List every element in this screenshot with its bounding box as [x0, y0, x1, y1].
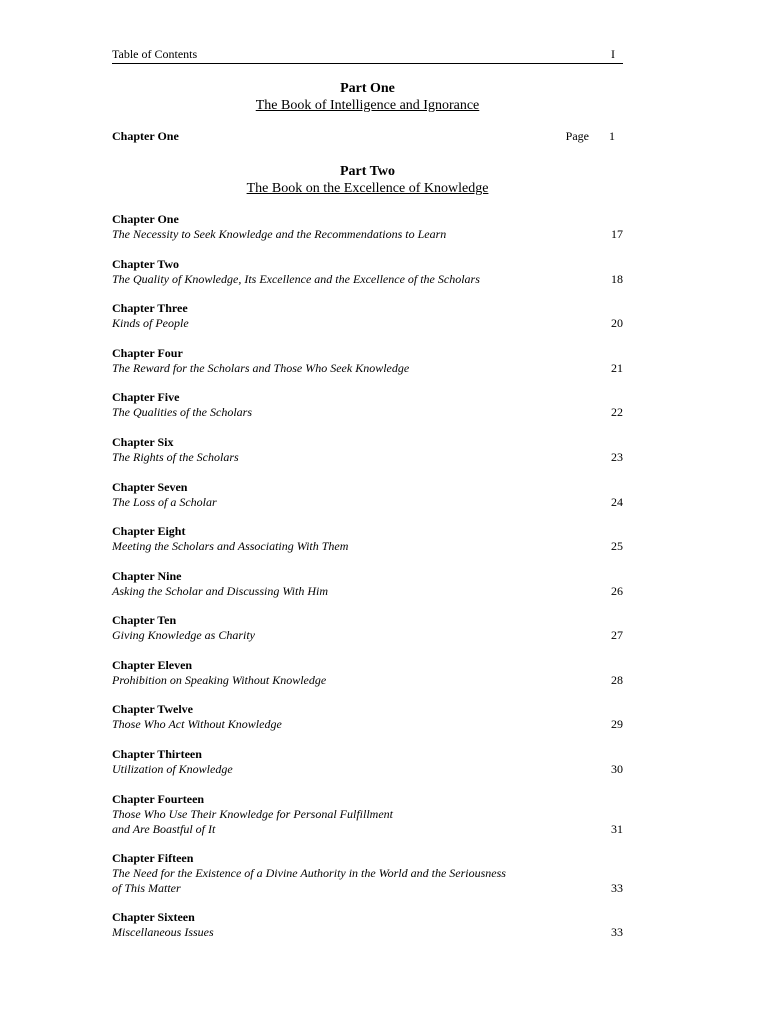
chapter-title: Giving Knowledge as Charity: [112, 628, 255, 642]
toc-entry[interactable]: [112, 569, 623, 599]
page-number: 21: [611, 361, 623, 375]
toc-entry[interactable]: [112, 390, 623, 420]
toc-entry[interactable]: [112, 480, 623, 510]
header-page-number: I: [611, 47, 615, 61]
page-number: 31: [611, 822, 623, 836]
chapter-title: The Reward for the Scholars and Those Who Seek Knowledge: [112, 361, 410, 375]
chapter-label: Chapter One: [112, 212, 179, 226]
chapter-label: Chapter Fourteen: [112, 792, 205, 806]
chapter-title: Meeting the Scholars and Associating With Them: [112, 539, 349, 553]
page-number: 18: [611, 272, 623, 286]
chapter-label: Chapter Eight: [112, 524, 186, 538]
chapter-title: The Necessity to Seek Knowledge and the Recommendations to Learn: [112, 227, 447, 241]
chapter-label: Chapter Sixteen: [112, 910, 195, 924]
chapter-label: Chapter Three: [112, 301, 188, 315]
toc-entry[interactable]: [112, 346, 623, 376]
chapter-title: The Rights of the Scholars: [112, 450, 239, 464]
toc-entry[interactable]: [112, 702, 623, 732]
chapter-title: The Quality of Knowledge, Its Excellence and the Excellence of the Scholars: [112, 272, 480, 286]
page-number: 33: [611, 925, 623, 939]
page-number: 24: [611, 495, 623, 509]
chapter-title: Those Who Use Their Knowledge for Personal Fulfillment and Are Boastful of It: [112, 807, 393, 836]
page-number: 22: [611, 405, 623, 419]
page-number: 25: [611, 539, 623, 553]
chapter-label: Chapter Five: [112, 390, 180, 404]
chapter-label: Chapter Fifteen: [112, 851, 194, 865]
page-number: 29: [611, 717, 623, 731]
chapter-label: Chapter Nine: [112, 569, 182, 583]
page-number: 33: [611, 881, 623, 895]
toc-entry[interactable]: [112, 747, 623, 777]
chapter-label: Chapter Thirteen: [112, 747, 202, 761]
toc-entry[interactable]: [112, 792, 623, 837]
toc-entry[interactable]: [112, 613, 623, 643]
toc-entry[interactable]: [112, 212, 623, 242]
page-number: 1: [609, 129, 615, 143]
toc-entry[interactable]: [112, 658, 623, 688]
toc-entry[interactable]: [112, 301, 623, 331]
chapter-label: Chapter Six: [112, 435, 174, 449]
part-one-label: Part One: [340, 81, 395, 96]
chapter-title: Asking the Scholar and Discussing With Him: [112, 584, 328, 598]
chapter-label: Chapter Twelve: [112, 702, 193, 716]
chapter-label: Chapter One: [112, 129, 179, 143]
chapter-label: Chapter Ten: [112, 613, 177, 627]
page-word: Page: [565, 129, 589, 143]
toc-entry[interactable]: [112, 910, 623, 940]
chapter-title: Those Who Act Without Knowledge: [112, 717, 282, 731]
toc-entry[interactable]: [112, 524, 623, 554]
page-number: 27: [611, 628, 623, 642]
part-one-title: The Book of Intelligence and Ignorance: [255, 98, 480, 113]
toc-entry[interactable]: [112, 851, 623, 896]
chapter-label: Chapter Two: [112, 257, 180, 271]
page-number: 17: [611, 227, 623, 241]
toc-entry[interactable]: [112, 257, 623, 287]
chapter-title: The Loss of a Scholar: [112, 495, 217, 509]
part-one-toc-entry[interactable]: [112, 129, 623, 144]
chapter-label: Chapter Four: [112, 346, 183, 360]
running-header: [112, 47, 623, 64]
header-title: Table of Contents: [112, 47, 198, 61]
chapter-title: The Qualities of the Scholars: [112, 405, 252, 419]
chapter-title: Utilization of Knowledge: [112, 762, 233, 776]
chapter-title: Kinds of People: [112, 316, 189, 330]
chapter-label: Chapter Eleven: [112, 658, 193, 672]
part-two-heading: [112, 163, 623, 197]
toc-entry[interactable]: [112, 435, 623, 465]
page-number: 26: [611, 584, 623, 598]
part-one-heading: [112, 80, 623, 114]
page-number: 20: [611, 316, 623, 330]
chapter-title: The Need for the Existence of a Divine Authority in the World and the Seriousness of This Matter: [112, 866, 506, 895]
page-number: 23: [611, 450, 623, 464]
chapter-title: Prohibition on Speaking Without Knowledge: [112, 673, 327, 687]
page-number: 28: [611, 673, 623, 687]
chapter-label: Chapter Seven: [112, 480, 188, 494]
page-number: 30: [611, 762, 623, 776]
chapter-title: Miscellaneous Issues: [112, 925, 214, 939]
part-two-label: Part Two: [339, 164, 396, 179]
part-two-title: The Book on the Excellence of Knowledge: [246, 181, 489, 196]
